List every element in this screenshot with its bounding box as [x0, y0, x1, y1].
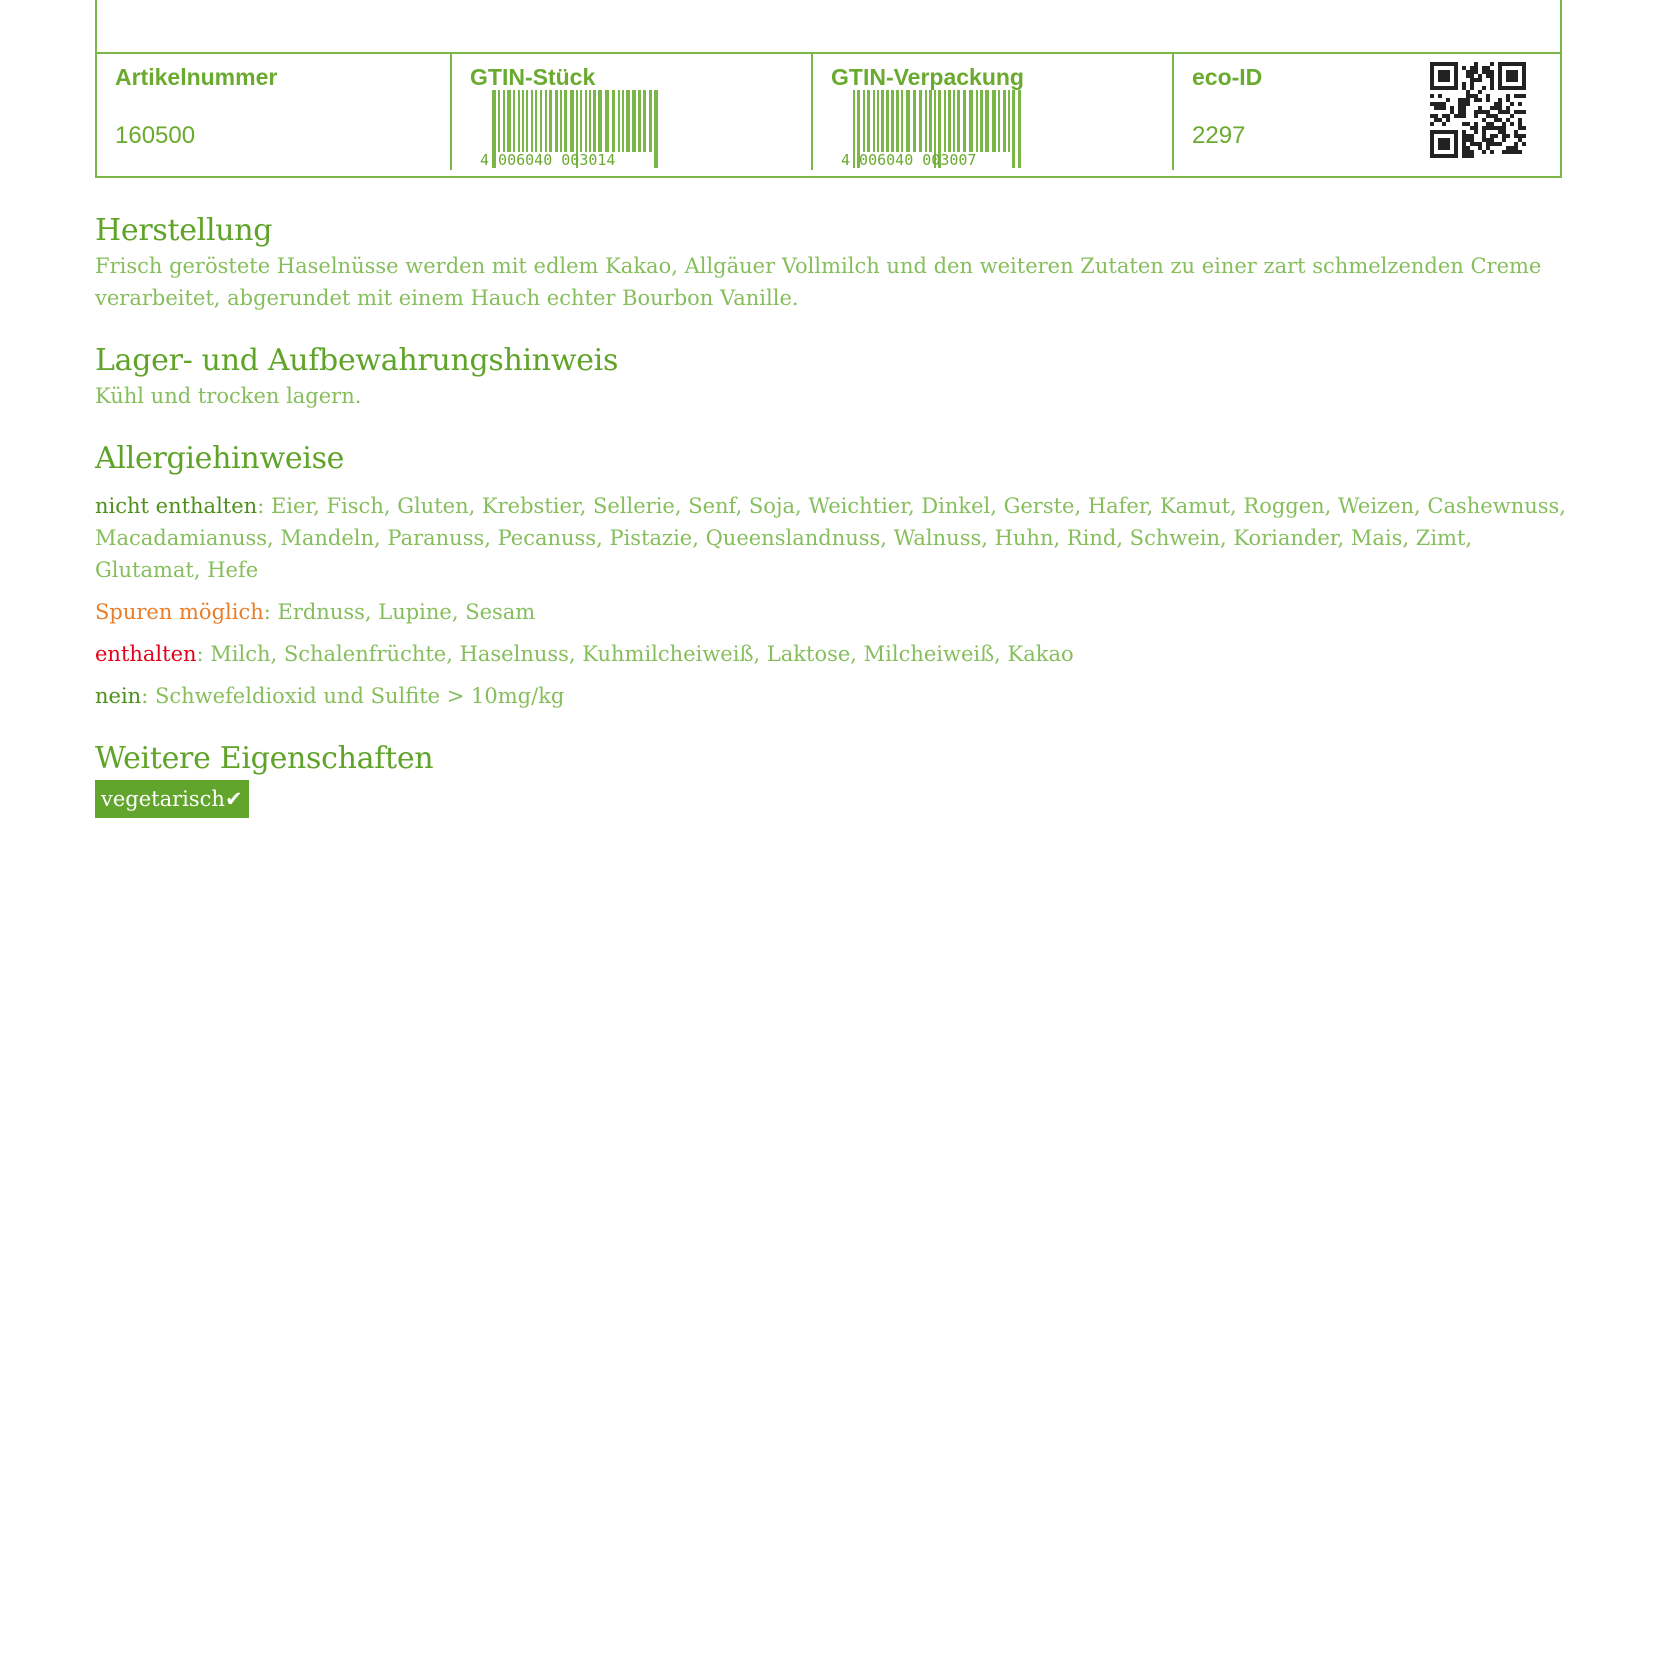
production-text: Frisch geröstete Haselnüsse werden mit edlem Kakao, Allgäuer Vollmilch und den weiteren Zutaten zu einer zart schmelzenden Creme verarbeitet, abgerundet mit einem Hauch echter Bourbon Vanille. — [95, 254, 1542, 310]
product-id-box — [95, 0, 1562, 178]
storage-title: Lager- und Aufbewahrungshinweis — [95, 343, 619, 378]
production-title: Herstellung — [95, 213, 273, 248]
no-label: nein — [95, 684, 142, 708]
storage-section — [95, 342, 1575, 412]
qr-code-icon — [1430, 62, 1526, 158]
gtin-pack-label: GTIN-Verpackung — [831, 64, 1024, 90]
properties-title: Weitere Eigenschaften — [95, 741, 434, 776]
contained-label: enthalten — [95, 642, 197, 666]
allergy-traces — [95, 596, 1575, 628]
gtin-piece-digits: 4 006040 003014 — [480, 151, 616, 169]
allergy-no — [95, 680, 1575, 712]
gtin-piece-label: GTIN-Stück — [470, 64, 596, 90]
gtin-piece-barcode — [480, 90, 660, 170]
not-contained-label: nicht enthalten — [95, 494, 258, 518]
product-details — [95, 212, 1575, 846]
gtin-piece-cell — [450, 54, 811, 170]
no-text: : Schwefeldioxid und Sulfite > 10mg/kg — [141, 684, 565, 708]
eco-id-cell — [1172, 54, 1560, 170]
id-row — [97, 52, 1560, 176]
contained-text: : Milch, Schalenfrüchte, Haselnuss, Kuhmilcheiweiß, Laktose, Milcheiweiß, Kakao — [196, 642, 1074, 666]
storage-text: Kühl und trocken lagern. — [95, 384, 362, 408]
gtin-pack-cell — [811, 54, 1172, 170]
article-number-label: Artikelnummer — [115, 64, 278, 90]
traces-text: : Erdnuss, Lupine, Sesam — [263, 600, 536, 624]
allergy-contained — [95, 638, 1575, 670]
traces-label: Spuren möglich — [95, 600, 264, 624]
allergy-title: Allergiehinweise — [95, 441, 345, 476]
properties-section — [95, 740, 1575, 818]
not-contained-text: : Eier, Fisch, Gluten, Krebstier, Sellerie, Senf, Soja, Weichtier, Dinkel, Gerste, Hafer, Kamut, Roggen, Weizen, Cashewnuss, Macadamianuss, Mandeln, Paranuss, Pecanuss, Pistazie, Queenslandnuss, Walnuss, Huhn, Rind, Schwein, Koriander, Mais, Zimt, Glutamat, Hefe — [95, 494, 1566, 582]
allergy-not-contained — [95, 490, 1575, 586]
gtin-pack-barcode — [841, 90, 1021, 170]
eco-id-label: eco-ID — [1192, 64, 1263, 90]
vegetarian-badge: vegetarisch✔ — [95, 780, 249, 818]
article-number-value: 160500 — [115, 122, 196, 149]
allergy-section — [95, 440, 1575, 712]
article-number-cell — [97, 54, 450, 176]
gtin-pack-digits: 4 006040 003007 — [841, 151, 977, 169]
production-section — [95, 212, 1575, 314]
eco-id-value: 2297 — [1192, 122, 1246, 149]
